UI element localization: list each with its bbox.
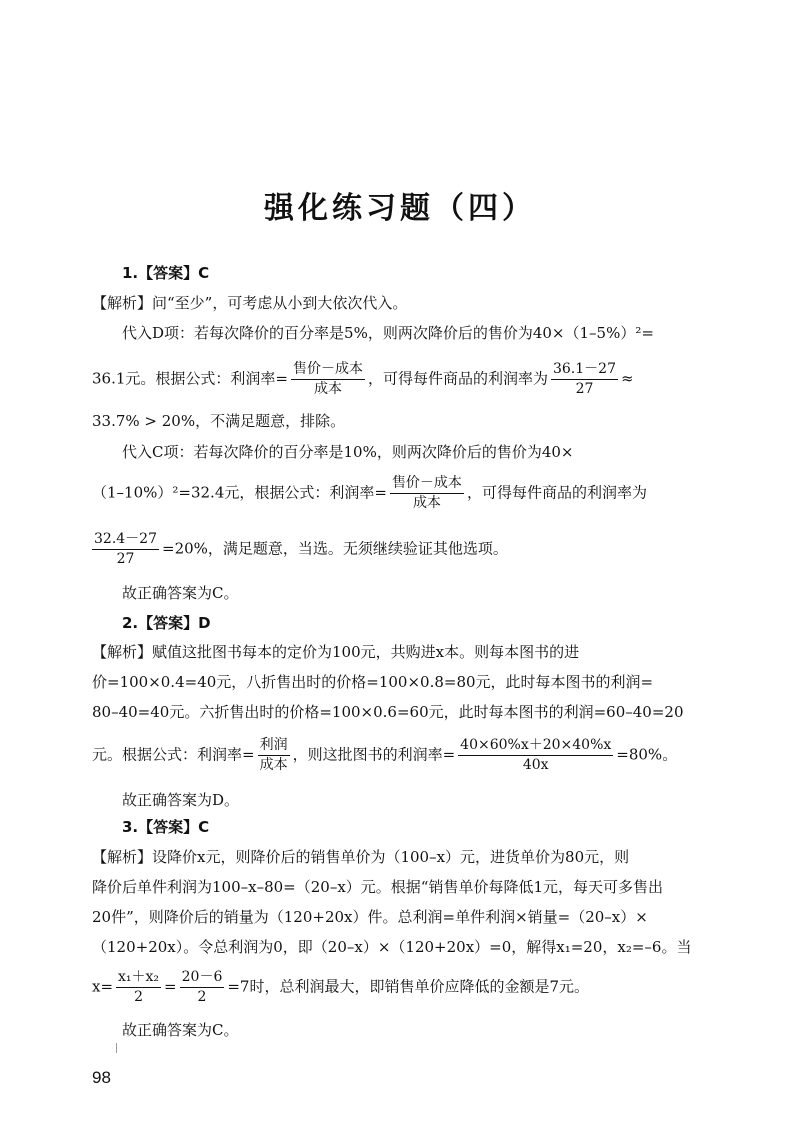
q1-explanation: 【解析】问“至少”，可考虑从小到大依次代入。 — [92, 294, 408, 312]
q3-text-a: x= — [92, 977, 114, 996]
q1-c-text-b: ，可得每件商品的利润率为 — [466, 483, 647, 502]
q2-text-b: ，则这批图书的利润率= — [292, 745, 456, 764]
q1-option-d-line1: 代入D项：若每次降价的百分率是5%，则两次降价后的售价为40×（1–5%）²= — [122, 324, 654, 342]
q1-d-text-c: ≈ — [620, 369, 634, 388]
q3-answer: 3.【答案】C — [122, 818, 210, 836]
q1-option-c-line1: 代入C项：若每次降价的百分率是10%，则两次降价后的售价为40× — [122, 443, 574, 461]
q1-c-rate-denominator: 27 — [116, 551, 135, 567]
q1-d-text-a: 36.1元。根据公式：利润率= — [92, 369, 288, 388]
q1-c-formula-denominator: 成本 — [412, 495, 441, 511]
q1-d-profit-formula — [291, 360, 365, 399]
q2-text-c: =80%。 — [616, 745, 678, 764]
q3-line5 — [92, 968, 589, 1007]
q3-value-numerator: 20－6 — [180, 968, 225, 988]
q1-c-profit-formula — [390, 474, 464, 513]
q1-option-c-line3 — [92, 530, 508, 569]
q2-formula-denominator: 成本 — [259, 757, 288, 773]
q1-option-d-line2 — [92, 360, 634, 399]
q1-d-rate-fraction — [551, 360, 618, 399]
q2-profit-formula — [258, 736, 290, 775]
q3-mean-numerator: x₁＋x₂ — [116, 968, 161, 988]
q3-mean-fraction — [116, 968, 161, 1007]
q3-line2: 降价后单件利润为100–x–80=（20–x）元。根据“销售单价每降低1元，每天可多售出 — [92, 878, 664, 896]
q1-c-text-b2: =20%，满足题意，当选。无须继续验证其他选项。 — [162, 539, 508, 558]
q2-rate-numerator: 40×60%x＋20×40%x — [458, 736, 613, 756]
q1-c-rate-fraction — [92, 530, 159, 569]
q3-conclusion: 故正确答案为C。 — [122, 1021, 239, 1039]
q3-value-denominator: 2 — [197, 989, 207, 1005]
q2-line2: 价=100×0.4=40元，八折售出时的价格=100×0.8=80元，此时每本图书的利润= — [92, 673, 654, 691]
q1-d-formula-denominator: 成本 — [313, 381, 342, 397]
q1-option-d-line3: 33.7% > 20%，不满足题意，排除。 — [92, 412, 346, 430]
q1-conclusion: 故正确答案为C。 — [122, 584, 239, 602]
q1-c-rate-numerator: 32.4－27 — [92, 530, 159, 550]
q3-mean-denominator: 2 — [134, 989, 143, 1005]
q1-c-formula-numerator: 售价－成本 — [390, 474, 464, 494]
q3-line4: （120+20x）。令总利润为0，即（20–x）×（120+20x）=0，解得x₁=20，x₂=–6。当 — [92, 938, 692, 956]
q1-option-c-line2 — [92, 474, 647, 513]
q2-formula-numerator: 利润 — [258, 736, 290, 756]
page-number: 98 — [92, 1068, 111, 1087]
q2-text-a: 元。根据公式：利润率= — [92, 745, 255, 764]
q2-line3: 80–40=40元。六折售出时的价格=100×0.6=60元，此时每本图书的利润=60–40=20 — [92, 703, 684, 721]
q3-line3: 20件”，则降价后的销量为（120+20x）件。总利润=单件利润×销量=（20–x）× — [92, 908, 648, 926]
q2-rate-denominator: 40x — [522, 757, 549, 773]
q1-answer: 1.【答案】C — [122, 264, 210, 282]
page-rule — [116, 1043, 117, 1053]
q3-equals: = — [164, 977, 177, 996]
q1-d-rate-denominator: 27 — [575, 381, 594, 397]
q2-line4 — [92, 736, 677, 775]
q3-value-fraction — [180, 968, 225, 1007]
q1-c-text-a: （1–10%）²=32.4元，根据公式：利润率= — [92, 483, 387, 502]
q2-rate-fraction — [458, 736, 613, 775]
q2-conclusion: 故正确答案为D。 — [122, 791, 240, 809]
page-title: 强化练习题（四） — [264, 191, 536, 226]
q3-line1: 【解析】设降价x元，则降价后的销售单价为（100–x）元，进货单价为80元，则 — [92, 848, 630, 866]
q1-d-formula-numerator: 售价－成本 — [291, 360, 365, 380]
q1-d-rate-numerator: 36.1－27 — [551, 360, 618, 380]
q1-d-text-b: ，可得每件商品的利润率为 — [367, 369, 548, 388]
q2-line1: 【解析】赋值这批图书每本的定价为100元，共购进x本。则每本图书的进 — [92, 643, 580, 661]
q2-answer: 2.【答案】D — [122, 614, 211, 632]
q3-text-b: =7时，总利润最大，即销售单价应降低的金额是7元。 — [227, 977, 590, 996]
